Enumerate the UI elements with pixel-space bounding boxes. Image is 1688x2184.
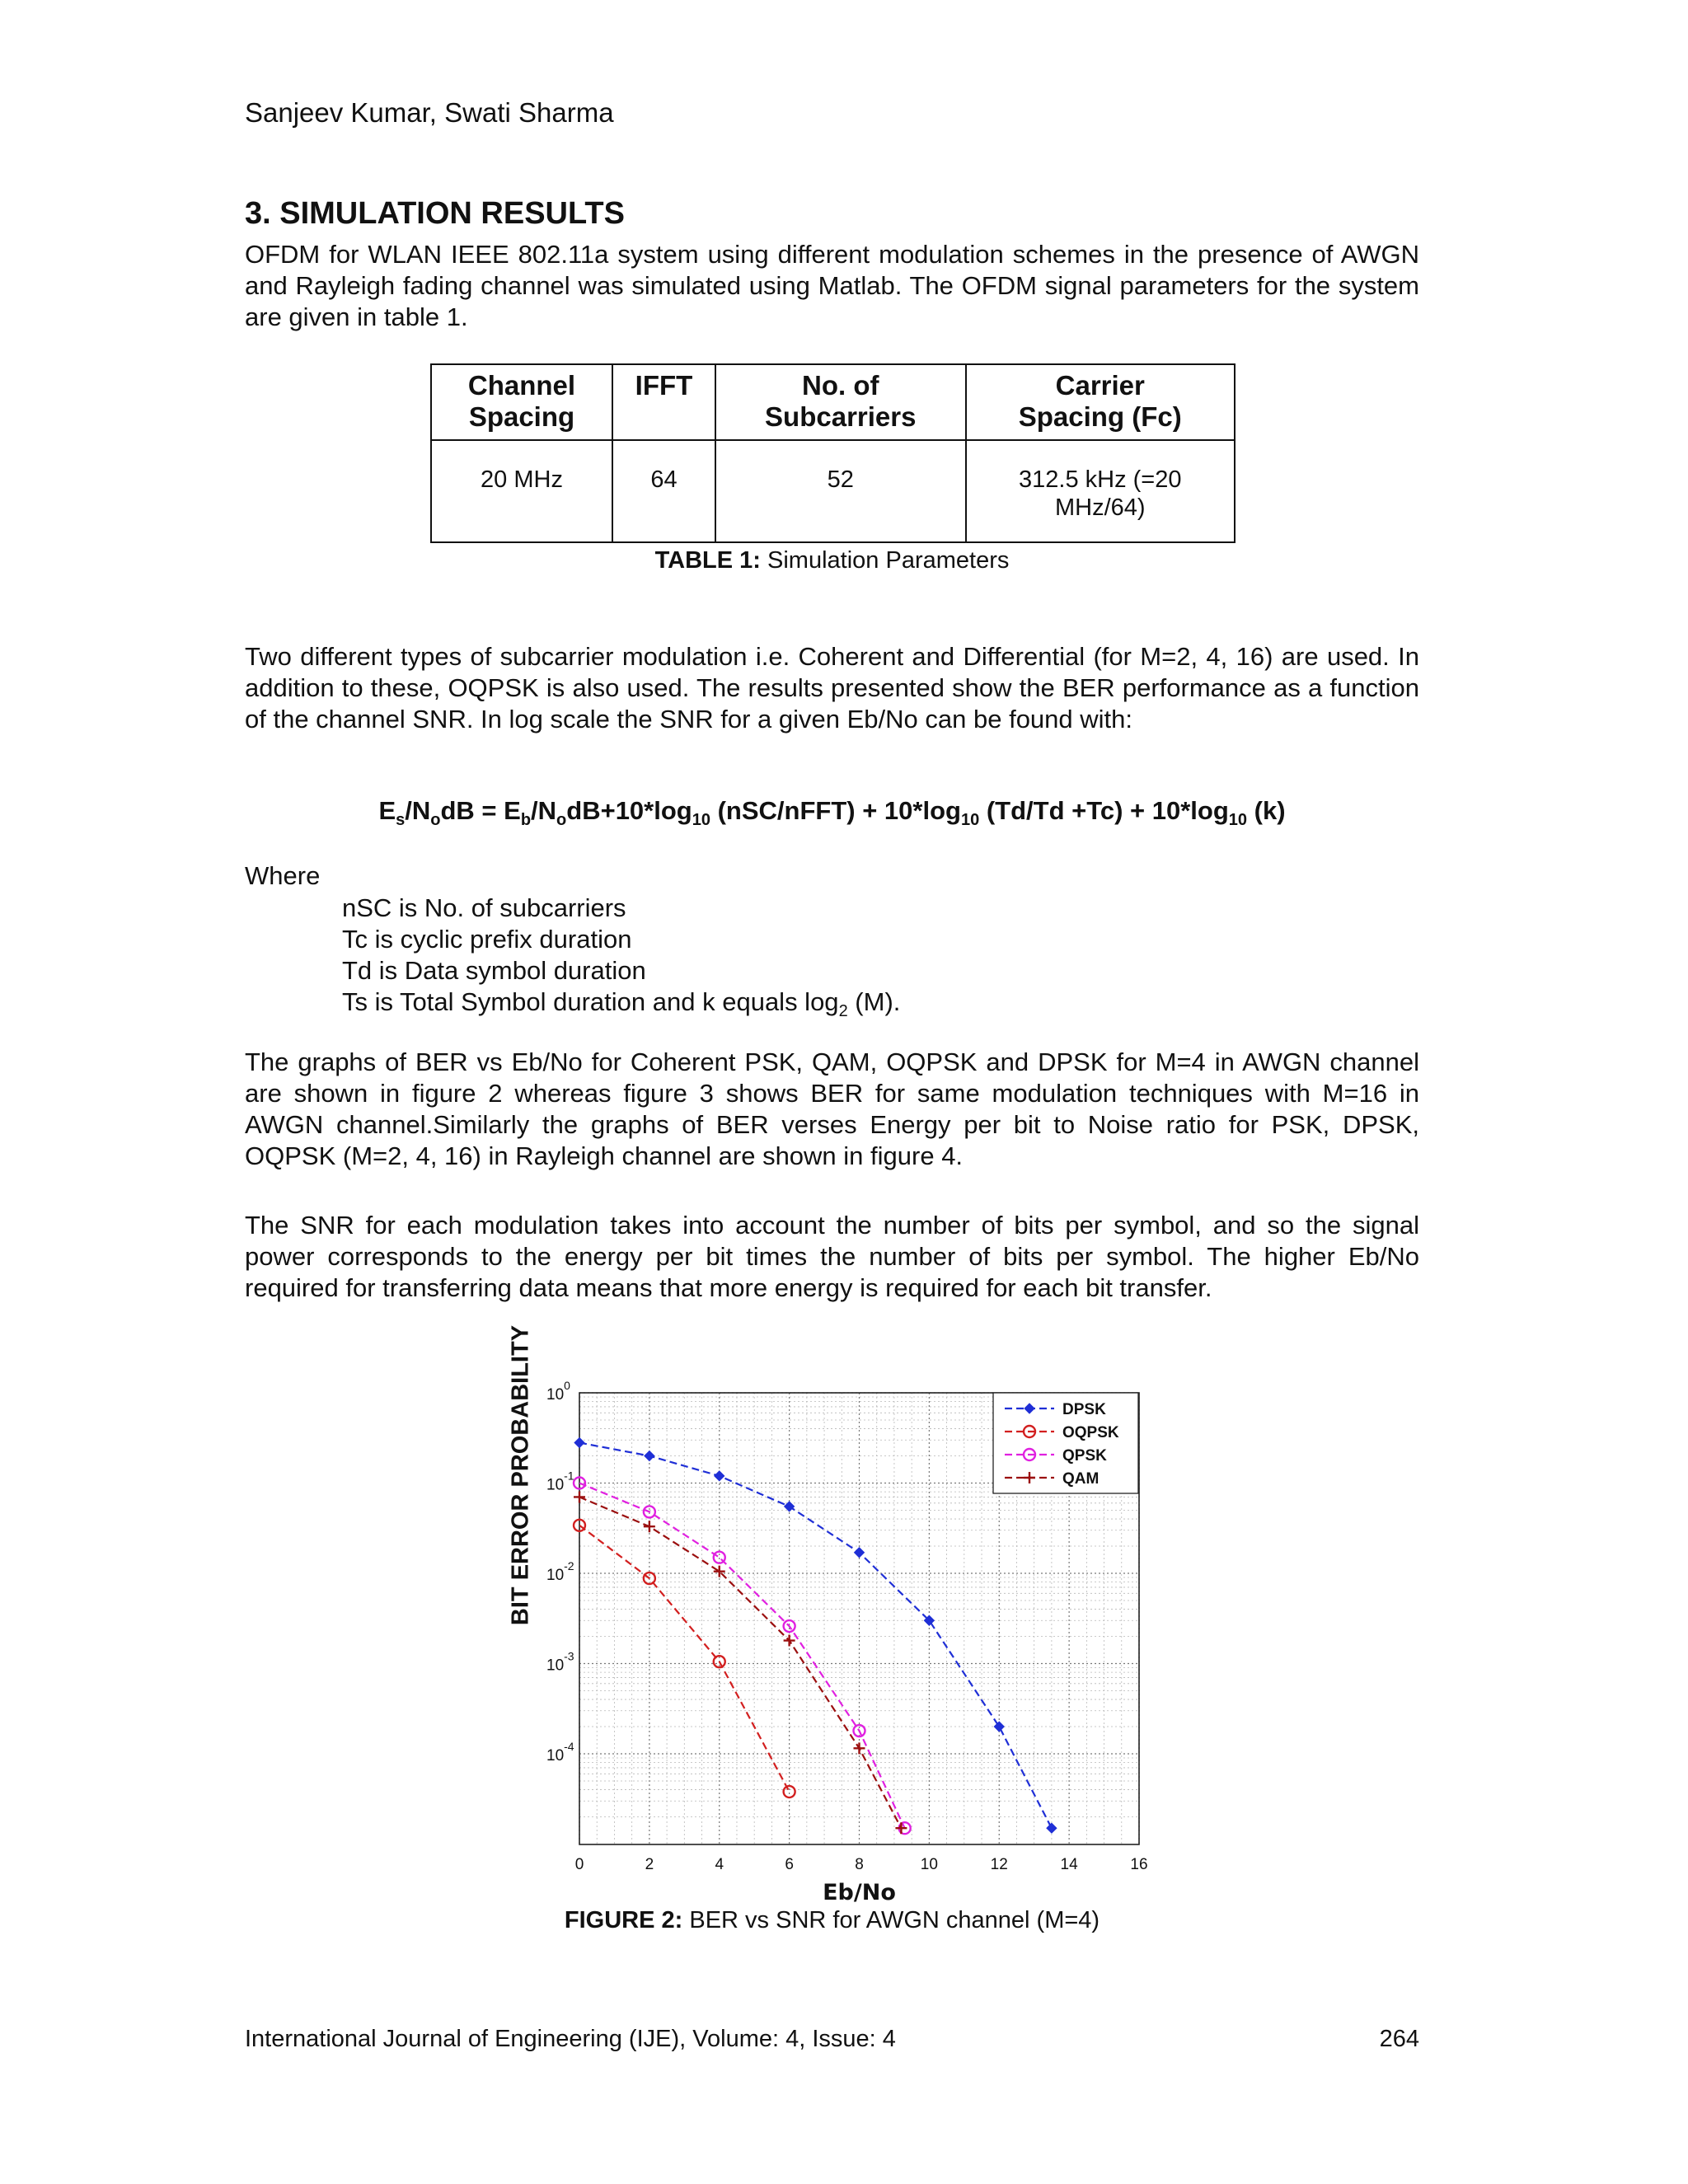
table-cell: 312.5 kHz (=20 MHz/64) — [966, 440, 1235, 542]
table-header-cell: Carrier Spacing (Fc) — [966, 364, 1235, 440]
running-header: Sanjeev Kumar, Swati Sharma — [245, 97, 614, 128]
table-header-cell: Channel Spacing — [431, 364, 612, 440]
paragraph-snr: The SNR for each modulation takes into account the number of bits per symbol, and so the signal power corresponds to the energy per bit times the number of bits per symbol. The higher Eb/No required for transferring data means that more energy is required for each bit transfer. — [245, 1211, 1419, 1302]
page-number: 264 — [1379, 2026, 1419, 2052]
x-tick-label: 2 — [645, 1856, 654, 1873]
y-tick-label: $10^{-1}$ — [546, 1469, 574, 1494]
table-cell: 20 MHz — [431, 440, 612, 542]
y-tick-label: $10^{-3}$ — [546, 1649, 574, 1675]
y-tick-label: $10^{-4}$ — [546, 1740, 574, 1765]
table-cell: 64 — [612, 440, 715, 542]
where-label: Where — [245, 861, 321, 890]
legend-label: QAM — [1062, 1470, 1100, 1488]
x-tick-label: 10 — [920, 1856, 938, 1873]
figure-caption: FIGURE 2: BER vs SNR for AWGN channel (M=4) — [564, 1907, 1100, 1933]
page-footer — [245, 2026, 1419, 2053]
x-tick-label: 16 — [1130, 1856, 1148, 1873]
table-cell: 52 — [715, 440, 966, 542]
x-tick-label: 14 — [1060, 1856, 1078, 1873]
list-item: Ts is Total Symbol duration and k equals $\log_2 (M)$. — [342, 987, 901, 1021]
table-header-cell: No. of Subcarriers — [715, 364, 966, 440]
legend-label: OQPSK — [1062, 1424, 1119, 1441]
legend-label: QPSK — [1062, 1447, 1107, 1465]
table-header-cell: IFFT — [612, 364, 715, 440]
x-tick-label: 6 — [785, 1856, 794, 1873]
footer-journal: International Journal of Engineering (IJE), Volume: 4, Issue: 4 — [245, 2026, 896, 2052]
legend-label: DPSK — [1062, 1401, 1106, 1418]
y-tick-label: $10^0$ — [546, 1379, 570, 1404]
paragraph-intro: OFDM for WLAN IEEE 802.11a system using different modulation schemes in the presence of AWGN and Rayleigh fading channel was simulated using Matlab. The OFDM signal parameters for the system are given in table 1. — [245, 240, 1419, 331]
x-tick-label: 4 — [715, 1856, 724, 1873]
paragraph-graphs: The graphs of BER vs Eb/No for Coherent PSK, QAM, OQPSK and DPSK for M=4 in AWGN channel are shown in figure 2 whereas figure 3 shows BER for same modulation techniques with M=16 in AWGN channel.Similarly the graphs of BER verses Energy per bit to Noise ratio for PSK, DPSK, OQPSK (M=2, 4, 16) in Rayleigh channel are shown in figure 4. — [245, 1047, 1419, 1170]
section-title: 3. SIMULATION RESULTS — [245, 196, 625, 231]
x-axis-label: Eb/No — [823, 1880, 896, 1905]
paragraph-modulation: Two different types of subcarrier modulation i.e. Coherent and Differential (for M=2, 4, 16) are used. In addition to these, OQPSK is also used. The results presented show the BER performance as a function of the channel SNR. In log scale the SNR for a given Eb/No can be found with: — [245, 642, 1419, 733]
list-item: Td is Data symbol duration — [342, 956, 646, 985]
snr-equation: $E_s/N_odB = E_b/N_odB+10*\log_{10}$ (nSC/nFFT) + $10*\log_{10}$ $(Td/Td +Tc) + 10*\log_{10}$ (k) — [378, 796, 1286, 830]
list-item: Tc is cyclic prefix duration — [342, 925, 632, 954]
x-tick-label: 0 — [574, 1856, 584, 1873]
x-tick-label: 8 — [855, 1856, 864, 1873]
y-tick-label: $10^{-2}$ — [546, 1559, 574, 1584]
list-item: nSC is No. of subcarriers — [342, 893, 626, 922]
table-caption: TABLE 1: Simulation Parameters — [654, 547, 1010, 574]
x-tick-label: 12 — [990, 1856, 1008, 1873]
